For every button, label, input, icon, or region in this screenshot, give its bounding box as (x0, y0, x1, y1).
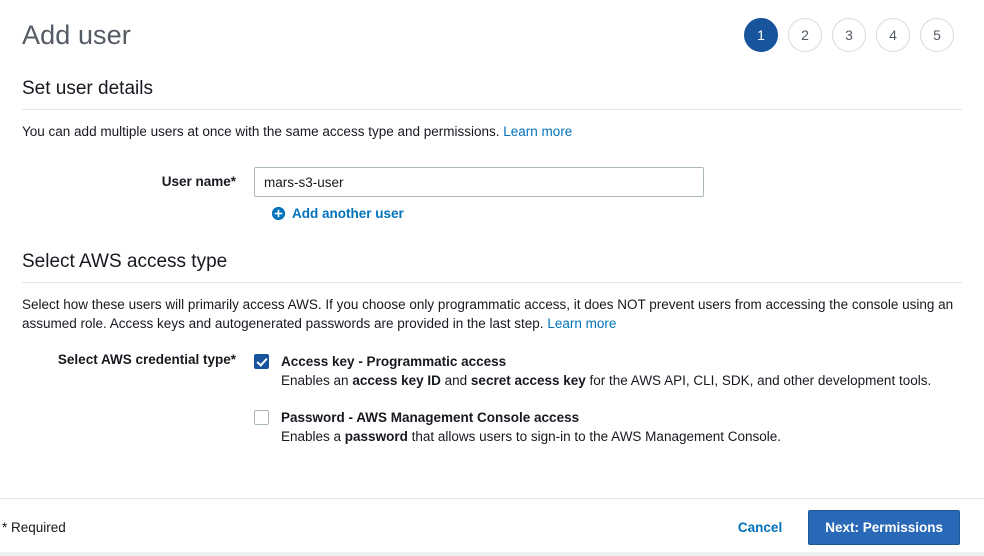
option-access-key (254, 352, 962, 390)
access-key-desc-part1: Enables an (281, 373, 353, 388)
add-another-user-button[interactable] (272, 206, 404, 221)
user-details-learn-more-link[interactable]: Learn more (503, 124, 573, 139)
user-details-section (0, 78, 984, 225)
access-key-desc-part2: and (440, 373, 471, 388)
credential-type-row (22, 351, 962, 464)
access-type-learn-more-link[interactable]: Learn more (547, 316, 617, 331)
user-details-description (22, 122, 962, 141)
credential-options (254, 351, 962, 464)
step-1[interactable]: 1 (744, 18, 778, 52)
access-key-text (281, 352, 931, 390)
username-label: User name* (161, 174, 236, 189)
access-type-description (22, 295, 962, 333)
next-permissions-button[interactable]: Next: Permissions (808, 510, 960, 545)
access-key-desc-bold1: access key ID (352, 373, 441, 388)
access-type-title: Select AWS access type (22, 251, 228, 272)
step-5[interactable]: 5 (920, 18, 954, 52)
access-type-description-text: Select how these users will primarily access AWS. If you choose only programmatic access, it does NOT prevent users from accessing the console using an assumed role. Access keys and autogenerated passwords are provided in the last step. (22, 297, 954, 331)
password-text (281, 408, 781, 446)
page-header (0, 0, 984, 52)
cancel-button[interactable]: Cancel (734, 514, 786, 541)
option-password (254, 408, 962, 446)
access-key-title: Access key - Programmatic access (281, 354, 507, 369)
access-type-section (0, 251, 984, 464)
step-4[interactable]: 4 (876, 18, 910, 52)
password-description (281, 427, 781, 446)
user-details-title: Set user details (22, 78, 153, 99)
bottom-strip (0, 552, 984, 556)
page-footer (0, 498, 984, 556)
password-desc-part2: that allows users to sign-in to the AWS Management Console. (407, 429, 782, 444)
password-checkbox[interactable] (254, 410, 269, 425)
plus-icon (272, 207, 285, 220)
username-row (22, 167, 962, 197)
step-indicator (744, 18, 960, 52)
required-note: * Required (2, 520, 66, 535)
add-another-user-label: Add another user (292, 206, 404, 221)
step-3[interactable]: 3 (832, 18, 866, 52)
password-title: Password - AWS Management Console access (281, 410, 580, 425)
username-input[interactable] (254, 167, 704, 197)
divider (22, 109, 962, 110)
step-2[interactable]: 2 (788, 18, 822, 52)
credential-type-label: Select AWS credential type* (57, 352, 236, 367)
page-title: Add user (22, 19, 131, 50)
access-key-desc-bold2: secret access key (470, 373, 586, 388)
access-key-description (281, 371, 931, 390)
footer-actions (734, 510, 960, 545)
password-desc-bold1: password (344, 429, 408, 444)
password-desc-part1: Enables a (281, 429, 345, 444)
divider (22, 282, 962, 283)
user-details-description-text: You can add multiple users at once with the same access type and permissions. (22, 124, 500, 139)
access-key-desc-part3: for the AWS API, CLI, SDK, and other development tools. (585, 373, 932, 388)
access-key-checkbox[interactable] (254, 354, 269, 369)
